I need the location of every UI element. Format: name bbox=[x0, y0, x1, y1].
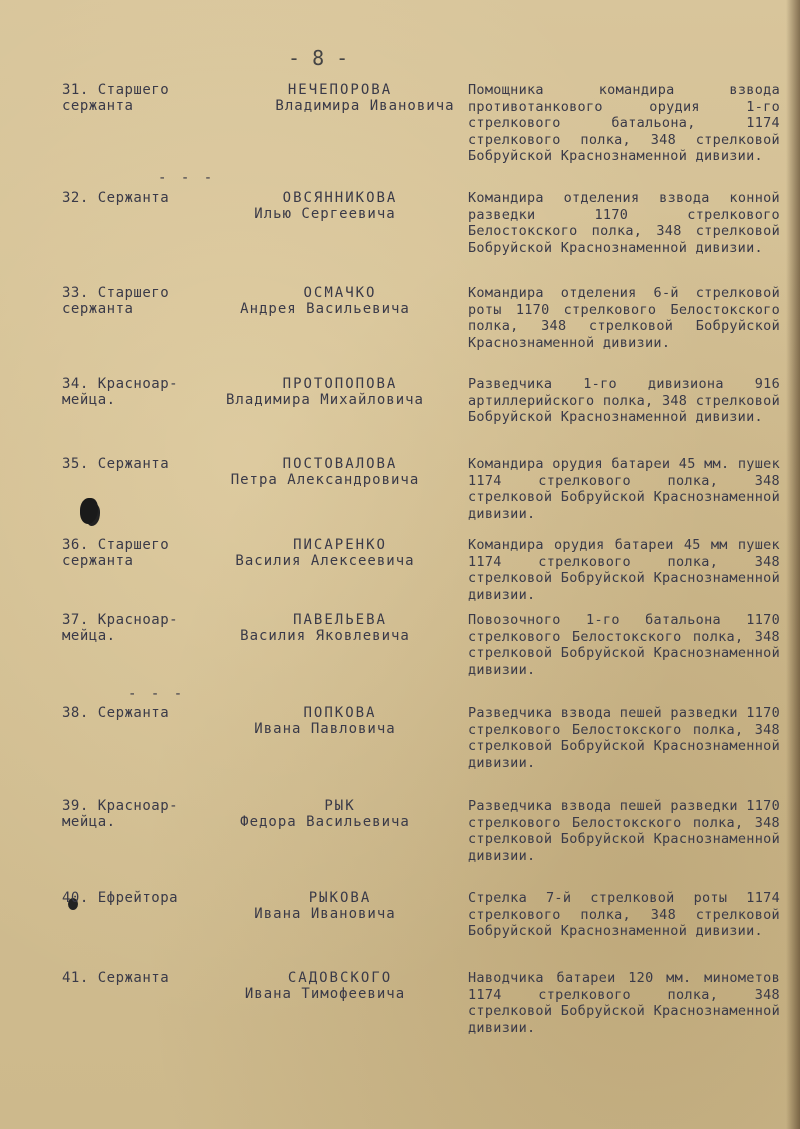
entry-given-name: Ивана Тимофеевича bbox=[244, 986, 406, 1002]
entry-number-rank: 32. Сержанта bbox=[62, 190, 170, 206]
dash-mark: - - - bbox=[158, 170, 216, 186]
entry-surname: ОВСЯННИКОВА bbox=[282, 190, 398, 206]
entry-number-rank: 31. Старшего сержанта bbox=[62, 82, 170, 114]
entry-position: Стрелка 7-й стрелковой роты 1174 стрелкового полка, 348 стрелковой Бобруйской Краснознаменной дивизии. bbox=[468, 890, 780, 939]
entry-given-name: Василия Яковлевича bbox=[240, 628, 410, 644]
entry-number-rank: 41. Сержанта bbox=[62, 970, 170, 986]
entry-surname: ПОСТОВАЛОВА bbox=[282, 456, 398, 472]
entry-position: Командира отделения 6-й стрелковой роты 1170 стрелкового Белостокского полка, 348 стрелковой Бобруйской Краснознаменной дивизии. bbox=[468, 285, 780, 351]
entry-given-name: Владимира Ивановича bbox=[275, 98, 455, 114]
entry-given-name: Федора Васильевича bbox=[240, 814, 410, 830]
entry-number-rank: 40. Ефрейтора bbox=[62, 890, 179, 906]
entry-position: Командира отделения взвода конной разведки 1170 стрелкового Белостокского полка, 348 стрелковой Бобруйской Краснознаменной дивизии. bbox=[468, 190, 780, 256]
entry-position: Помощника командира взвода противотанкового орудия 1-го стрелкового батальона, 1174 стрелкового полка, 348 стрелковой Бобруйской Краснознаменной дивизии. bbox=[468, 82, 780, 164]
entry-given-name: Ивана Павловича bbox=[254, 721, 396, 737]
entry-given-name: Андрея Васильевича bbox=[240, 301, 410, 317]
entry-number-rank: 38. Сержанта bbox=[62, 705, 170, 721]
entry-position: Разведчика взвода пешей разведки 1170 стрелкового Белостокского полка, 348 стрелковой Бобруйской Краснознаменной дивизии. bbox=[468, 705, 780, 771]
entry-surname: РЫКОВА bbox=[308, 890, 372, 906]
entry-given-name: Илью Сергеевича bbox=[254, 206, 396, 222]
ink-stain bbox=[80, 498, 98, 524]
entry-given-name: Ивана Ивановича bbox=[254, 906, 396, 922]
entry-number-rank: 37. Красноар- мейца. bbox=[62, 612, 179, 644]
entry-surname: ПРОТОПОПОВА bbox=[282, 376, 398, 392]
entry-surname: НЕЧЕПОРОВА bbox=[287, 82, 393, 98]
entry-given-name: Владимира Михайловича bbox=[225, 392, 424, 408]
entry-surname: САДОВСКОГО bbox=[287, 970, 393, 986]
entry-position: Разведчика взвода пешей разведки 1170 стрелкового Белостокского полка, 348 стрелковой Бобруйской Краснознаменной дивизии. bbox=[468, 798, 780, 864]
entry-surname: ПИСАРЕНКО bbox=[293, 537, 387, 553]
entry-position: Наводчика батареи 120 мм. минометов 1174 стрелкового полка, 348 стрелковой Бобруйской Краснознаменной дивизии. bbox=[468, 970, 780, 1036]
entry-surname: РЫК bbox=[324, 798, 356, 814]
dash-mark: - - - bbox=[128, 686, 186, 702]
entry-surname: ПАВЕЛЬЕВА bbox=[293, 612, 387, 628]
entry-number-rank: 35. Сержанта bbox=[62, 456, 170, 472]
entry-surname: ОСМАЧКО bbox=[303, 285, 377, 301]
page-edge-shadow bbox=[786, 0, 800, 1129]
entry-position: Повозочного 1-го батальона 1170 стрелкового Белостокского полка, 348 стрелковой Бобруйской Краснознаменной дивизии. bbox=[468, 612, 780, 678]
entry-number-rank: 33. Старшего сержанта bbox=[62, 285, 170, 317]
entry-number-rank: 39. Красноар- мейца. bbox=[62, 798, 179, 830]
entry-number-rank: 34. Красноар- мейца. bbox=[62, 376, 179, 408]
page-number: - 8 - bbox=[288, 46, 349, 70]
entry-surname: ПОПКОВА bbox=[303, 705, 377, 721]
entry-position: Командира орудия батареи 45 мм. пушек 1174 стрелкового полка, 348 стрелковой Бобруйской Краснознаменной дивизии. bbox=[468, 456, 780, 522]
entry-given-name: Петра Александровича bbox=[230, 472, 420, 488]
entry-given-name: Василия Алексеевича bbox=[235, 553, 415, 569]
entry-position: Разведчика 1-го дивизиона 916 артиллерийского полка, 348 стрелковой Бобруйской Краснознаменной дивизии. bbox=[468, 376, 780, 425]
entry-number-rank: 36. Старшего сержанта bbox=[62, 537, 170, 569]
entry-position: Командира орудия батареи 45 мм пушек 1174 стрелкового полка, 348 стрелковой Бобруйской Краснознаменной дивизии. bbox=[468, 537, 780, 603]
